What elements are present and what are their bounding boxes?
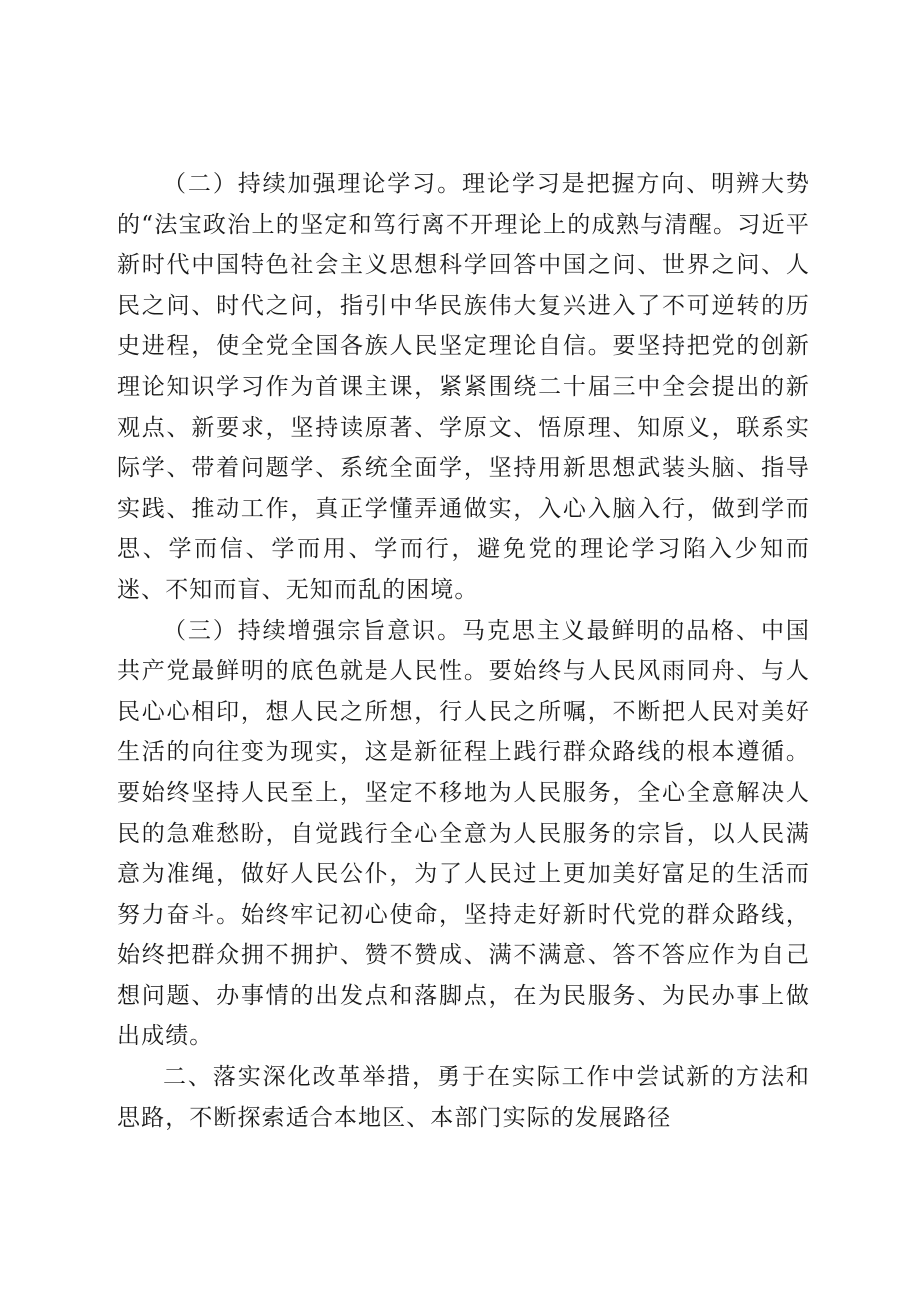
section-heading-reform: 二、落实深化改革举措，勇于在实际工作中尝试新的方法和思路，不断探索适合本地区、本部门实际的发展路径 xyxy=(117,1064,810,1131)
paragraph-theory-study: （二）持续加强理论学习。理论学习是把握方向、明辨大势的“法宝政治上的坚定和笃行离不开理论上的成熟与清醒。习近平新时代中国特色社会主义思想科学回答中国之问、世界之问、人民之问、时代之问，指引中华民族伟大复兴进入了不可逆转的历史进程，使全党全国各族人民坚定理论自信。要坚持把党的创新理论知识学习作为首课主课，紧紧围绕二十届三中全会提出的新观点、新要求，坚持读原著、学原文、悟原理、知原义，联系实际学、带着问题学、系统全面学，坚持用新思想武装头脑、指导实践、推动工作，真正学懂弄通做实，入心入脑入行，做到学而思、学而信、学而用、学而行，避免党的理论学习陷入少知而迷、不知而盲、无知而乱的困境。 xyxy=(117,171,810,603)
paragraph-purpose-awareness: （三）持续增强宗旨意识。马克思主义最鲜明的品格、中国共产党最鲜明的底色就是人民性。要始终与人民风雨同舟、与人民心心相印，想人民之所想，行人民之所嘱，不断把人民对美好生活的向往变为现实，这是新征程上践行群众路线的根本遵循。要始终坚持人民至上，坚定不移地为人民服务，全心全意解决人民的急难愁盼，自觉践行全心全意为人民服务的宗旨，以人民满意为准绳，做好人民公仆，为了人民过上更加美好富足的生活而努力奋斗。始终牢记初心使命，坚持走好新时代党的群众路线，始终把群众拥不拥护、赞不赞成、满不满意、答不答应作为自己想问题、办事情的出发点和落脚点，在为民服务、为民办事上做出成绩。 xyxy=(117,617,810,1050)
